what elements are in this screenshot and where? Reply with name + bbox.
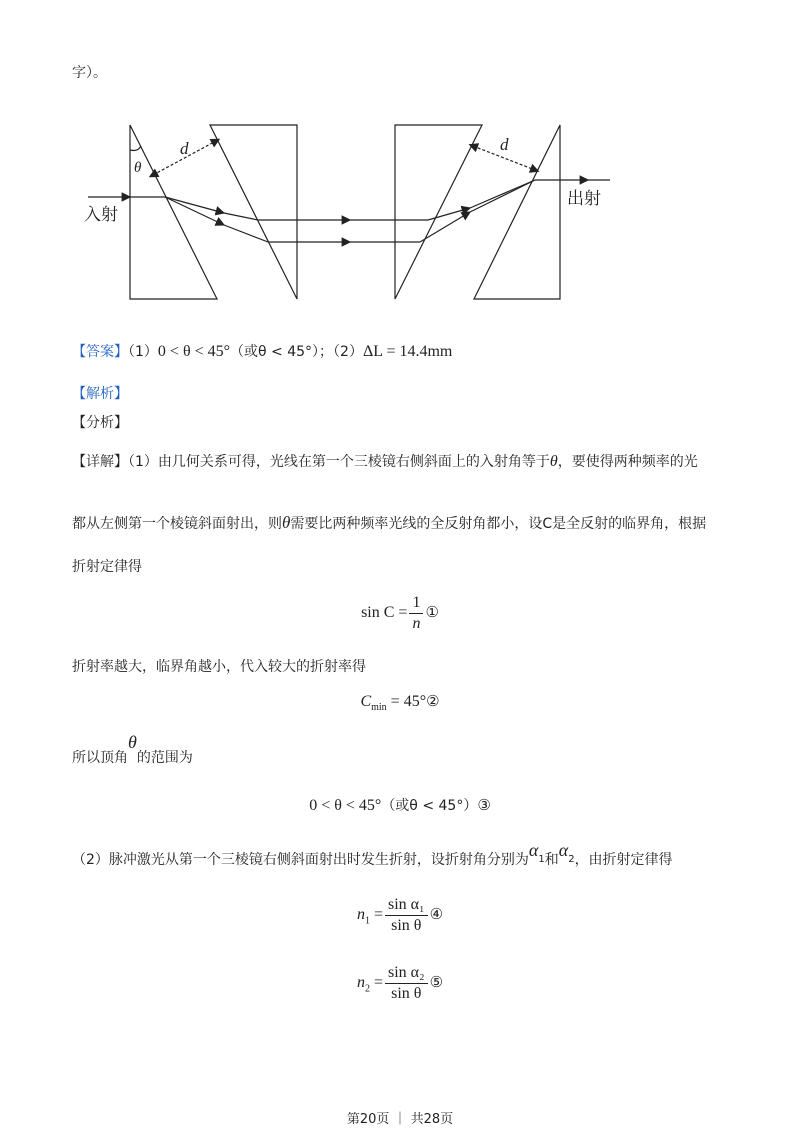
equation-3: 0 < θ < 45°（或θ < 45°）③ <box>309 796 491 814</box>
page-footer: 第20页 ｜ 共28页 <box>346 1112 454 1127</box>
equation-2: $C_{min}$ = 45°② <box>360 693 440 714</box>
label-d-right: d <box>500 135 509 154</box>
prism-2 <box>210 125 297 299</box>
prism-diagram <box>80 112 640 312</box>
theta-arc <box>130 146 141 151</box>
answer-part2-expr: ΔL = 14.4mm <box>362 343 453 360</box>
part2-text: （2）脉冲激光从第一个三棱镜右侧斜面射出时发生折射，设折射角分别为$\alpha_1$和$\alpha_2$，由折射定律得 <box>72 840 673 868</box>
prism-1 <box>130 125 217 299</box>
label-exit: 出射 <box>567 189 601 209</box>
label-d-left: d <box>180 139 189 158</box>
label-incident: 入射 <box>84 205 118 225</box>
equation-4: $n_1$ = $\frac{\text{sin α₁}}{\text{sin θ}}$ ④ <box>356 896 444 934</box>
equation-1: sin C = $\frac{1}{n}$ ① <box>361 594 439 632</box>
fenxi-tag: 【分析】 <box>72 415 128 431</box>
top-fragment-text: 字）。 <box>72 65 107 81</box>
prism-4 <box>474 125 560 299</box>
detail-line-1: 【详解】（1）由几何关系可得，光线在第一个三棱镜右侧斜面上的入射角等于θ，要使得两种频率的光 <box>72 453 698 470</box>
range-text: 所以顶角θ的范围为 <box>72 732 193 766</box>
text-after-eq1: 折射率越大，临界角越小，代入较大的折射率得 <box>72 659 366 675</box>
label-theta: θ <box>134 160 142 176</box>
analysis-tag: 【解析】 <box>72 386 128 402</box>
answer-line: 【答案】（1）0 < θ < 45°（或θ < 45°）；（2）ΔL = 14.4mm <box>72 343 453 360</box>
equation-5: $n_2$ = $\frac{\text{sin α₂}}{\text{sin θ}}$ ⑤ <box>356 964 444 1002</box>
answer-tag: 【答案】 <box>72 344 128 360</box>
detail-line-2: 都从左侧第一个棱镜斜面射出，则θ需要比两种频率光线的全反射角都小，设C是全反射的临界角，根据 <box>72 513 707 532</box>
answer-part1-expr: 0 < θ < 45° <box>157 343 231 360</box>
detail-line-3: 折射定律得 <box>72 559 142 575</box>
